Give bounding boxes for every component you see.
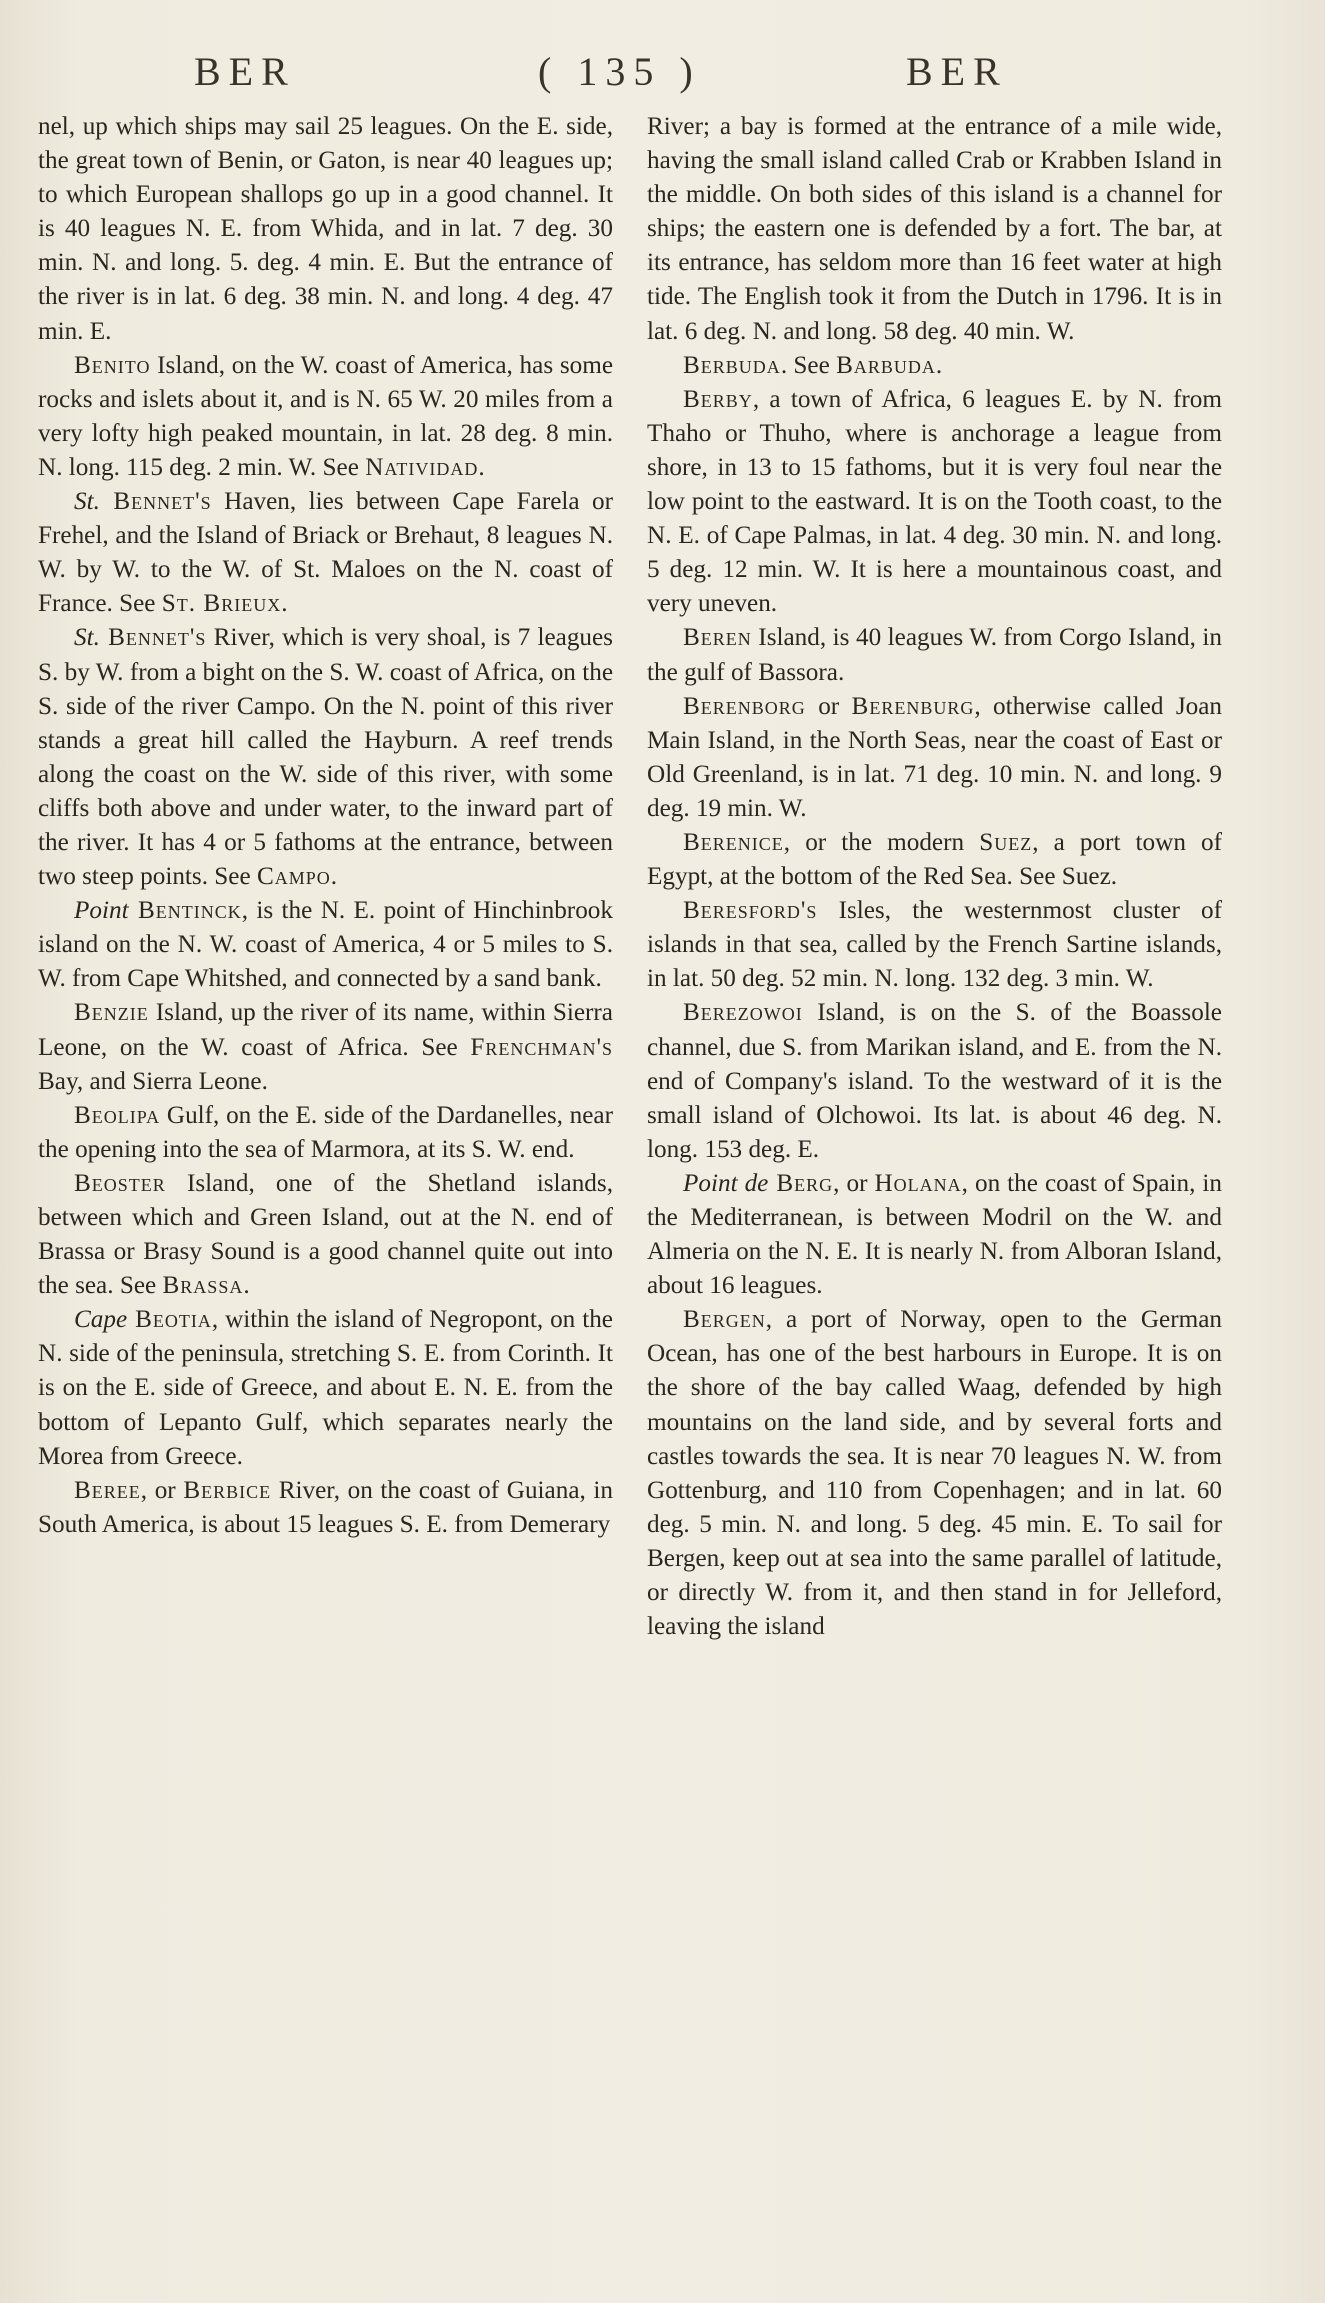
- entry-headword: Bergen: [683, 1306, 766, 1334]
- entry-prefix: Point: [74, 897, 129, 925]
- entry-text: Island, on the W. coast of America, has some rocks and islets about it, and is N. 65 W. 20 miles from a very lofty high peaked mountain, in lat. 28 deg. 8 min. N. long. 115 deg. 2 min. W. See: [38, 351, 613, 481]
- entry-paragraph: [38, 1167, 613, 1303]
- entry-text: , a port of Norway, open to the German Ocean, has one of the best harbours in Europe. It is on the shore of the bay called Waag, defended by high mountains on the land side, and by several forts and castles towards the sea. It is near 70 leagues N. W. from Gottenburg, and 110 from Copenhagen; and in lat. 60 deg. 5 min. N. and long. 5 deg. 45 min. E. To sail for Bergen, keep out at sea into the same parallel of latitude, or directly W. from it, and then stand in for Jelleford, leaving the island: [647, 1306, 1222, 1641]
- entry-headword: Bennet's: [99, 624, 207, 652]
- entry-cross-reference: Barbuda: [836, 351, 936, 379]
- entry-text: , a town of Africa, 6 leagues E. by N. from Thaho or Thuho, where is anchorage a league from shore, in 13 to 15 fathoms, but it is very foul near the low point to the eastward. It is on the Tooth coast, to the N. E. of Cape Palmas, in lat. 4 deg. 30 min. N. and long. 5 deg. 12 min. W. It is here a mountainous coast, and very uneven.: [647, 385, 1222, 618]
- entry-paragraph: [38, 1474, 613, 1542]
- entry-headword: Beren: [683, 624, 752, 652]
- entry-text-tail: .: [935, 351, 943, 379]
- header-left-word: BER: [194, 49, 296, 94]
- entry-headword: Bennet's: [99, 488, 212, 516]
- entry-text: , or: [833, 1169, 875, 1197]
- entry-prefix: Cape: [74, 1306, 128, 1334]
- entry-paragraph: [38, 1303, 613, 1473]
- entry-cross-reference: Berbice: [183, 1476, 272, 1504]
- entry-paragraph: [38, 485, 613, 621]
- entry-cross-reference: St. Brieux: [161, 590, 282, 618]
- entry-text: , is the N. E. point of Hinchinbrook island on the N. W. coast of America, 4 or 5 miles to S. W. from Cape Whitshed, and connected by a sand bank.: [38, 897, 613, 993]
- entry-headword: Bentinck: [128, 897, 242, 925]
- entry-paragraph: [38, 349, 613, 485]
- entry-text: , or: [140, 1476, 184, 1504]
- entry-text: Island, is on the S. of the Boassole channel, due S. from Marikan island, and E. from the N. end of Company's island. To the westward of it is the small island of Olchowoi. Its lat. is about 46 deg. N. long. 153 deg. E.: [647, 999, 1222, 1163]
- entry-headword: Berenice: [683, 828, 784, 856]
- entry-prefix: St.: [74, 488, 100, 516]
- entry-text: or: [805, 692, 852, 720]
- entry-paragraph: [647, 826, 1222, 894]
- entry-cross-reference: Holana: [874, 1169, 962, 1197]
- entry-text-tail: River, on the coast of Guiana, in South America, is about 15 leagues S. E. from Demerary: [38, 1476, 614, 1538]
- left-column: [38, 110, 613, 1644]
- entry-text: Island, is 40 leagues W. from Corgo Island, in the gulf of Bassora.: [647, 624, 1222, 686]
- entry-text: River, which is very shoal, is 7 leagues S. by W. from a bight on the S. W. coast of Africa, on the S. side of the river Campo. On the N. point of this river stands a great hill called the Hayburn. A reef trends along the coast on the W. side of this river, with some cliffs both above and under water, to the inward part of the river. It has 4 or 5 fathoms at the entrance, between two steep points. See: [38, 624, 613, 891]
- entry-paragraph: [647, 690, 1222, 826]
- entry-text-tail: , on the coast of Spain, in the Mediterranean, is between Modril on the W. and Almeria on the N. E. It is nearly N. from Alboran Island, about 16 leagues.: [647, 1169, 1222, 1300]
- entry-text: . See: [780, 351, 837, 379]
- entry-headword: Berby: [683, 385, 753, 413]
- entry-headword: Beree: [74, 1476, 141, 1504]
- entry-paragraph: [647, 110, 1222, 349]
- entry-paragraph: [647, 349, 1222, 383]
- entry-text: River; a bay is formed at the entrance of a mile wide, having the small island called Crab or Krabben Island in the middle. On both sides of this island is a channel for ships; the eastern one is defended by a fort. The bar, at its entrance, has seldom more than 16 feet water at high tide. The English took it from the Dutch in 1796. It is in lat. 6 deg. N. and long. 58 deg. 40 min. W.: [647, 113, 1222, 345]
- entry-headword: Beolipa: [74, 1101, 161, 1129]
- entry-text-tail: , a port town of Egypt, at the bottom of the Red Sea. See Suez.: [647, 828, 1222, 891]
- entry-headword: Beresford's: [683, 897, 818, 925]
- entry-text-tail: Bay, and Sierra Leone.: [38, 1067, 268, 1095]
- entry-paragraph: [647, 383, 1222, 622]
- entry-text: Gulf, on the E. side of the Dardanelles, near the opening into the sea of Marmora, at its S. W. end.: [38, 1101, 613, 1163]
- entry-cross-reference: Brassa: [162, 1272, 244, 1300]
- entry-text: Isles, the westernmost cluster of islands in that sea, called by the French Sartine islands, in lat. 50 deg. 52 min. N. long. 132 deg. 3 min. W.: [647, 897, 1222, 993]
- entry-paragraph: [38, 1099, 613, 1167]
- right-column: [647, 110, 1222, 1644]
- entry-text: nel, up which ships may sail 25 leagues. On the E. side, the great town of Benin, or Gaton, is near 40 leagues up; to which European shallops go up in a good channel. It is 40 leagues N. E. from Whida, and in lat. 7 deg. 30 min. N. and long. 5. deg. 4 min. E. But the entrance of the river is in lat. 6 deg. 38 min. N. and long. 4 deg. 47 min. E.: [38, 113, 613, 345]
- page-number: ( 135 ): [538, 49, 701, 94]
- entry-text-tail: .: [330, 863, 338, 891]
- entry-text-tail: .: [281, 590, 288, 618]
- entry-cross-reference: Suez: [979, 828, 1033, 856]
- entry-paragraph: [647, 1167, 1222, 1303]
- entry-paragraph: [38, 894, 613, 996]
- running-header: [38, 30, 1295, 110]
- entry-text: Island, one of the Shetland islands, between which and Green Island, out at the N. end of Brassa or Brasy Sound is a good channel quite out into the sea. See: [38, 1169, 613, 1300]
- entry-headword: Berg: [768, 1169, 834, 1197]
- entry-headword: Benito: [74, 351, 151, 379]
- entry-cross-reference: Frenchman's: [470, 1033, 613, 1061]
- entry-text: , or the modern: [783, 828, 980, 856]
- entry-paragraph: [38, 110, 613, 349]
- entry-text: Island, up the river of its name, within Sierra Leone, on the W. coast of Africa. See: [38, 999, 613, 1061]
- entry-paragraph: [38, 621, 613, 894]
- entry-paragraph: [38, 996, 613, 1098]
- entry-paragraph: [647, 1303, 1222, 1644]
- entry-headword: Berezowoi: [683, 999, 803, 1027]
- entry-cross-reference: Berenburg: [851, 692, 975, 720]
- entry-cross-reference: Campo: [256, 863, 331, 891]
- entry-headword: Berenborg: [683, 692, 806, 720]
- entry-text-tail: .: [243, 1272, 250, 1300]
- header-right-word: BER: [906, 49, 1008, 94]
- entry-cross-reference: Natividad: [365, 453, 479, 481]
- entry-text: Haven, lies between Cape Farela or Frehel, and the Island of Briack or Brehaut, 8 leagues N. W. by W. to the W. of St. Maloes on the N. coast of France. See: [38, 488, 613, 618]
- entry-headword: Beotia: [127, 1306, 212, 1334]
- entry-headword: Berbuda: [683, 351, 781, 379]
- entry-text-tail: .: [478, 453, 485, 481]
- entry-prefix: Point de: [683, 1169, 769, 1197]
- entry-text-tail: , otherwise called Joan Main Island, in the North Seas, near the coast of East or Old Greenland, is in lat. 71 deg. 10 min. N. and long. 9 deg. 19 min. W.: [647, 692, 1222, 822]
- two-column-body: [38, 110, 1295, 1644]
- entry-paragraph: [647, 996, 1222, 1166]
- entry-paragraph: [647, 621, 1222, 689]
- entry-text: , within the island of Negropont, on the N. side of the peninsula, stretching S. E. from Corinth. It is on the E. side of Greece, and about E. N. E. from the bottom of Lepanto Gulf, which separates nearly the Morea from Greece.: [38, 1306, 613, 1470]
- entry-headword: Beoster: [74, 1169, 166, 1197]
- entry-headword: Benzie: [74, 999, 149, 1027]
- entry-paragraph: [647, 894, 1222, 996]
- entry-prefix: St.: [74, 624, 100, 652]
